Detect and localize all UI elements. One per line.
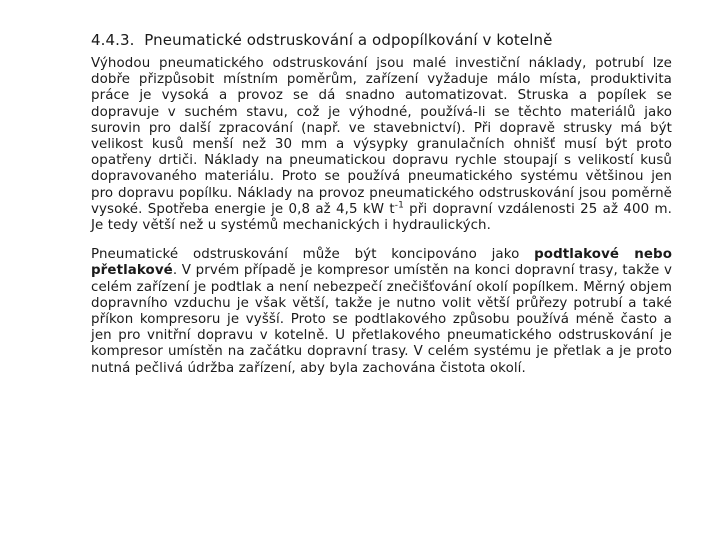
paragraph-1-text-b: při dopravní vzdálenosti 25 až 400 m. Je tedy větší než u systémů mechanických i hydraulických.	[91, 201, 673, 234]
paragraph-2-text-b: . V prvém případě je kompresor umístěn na konci dopravní trasy, takže v celém zařízení je podtlak a není nebezpečí znečišťování okolí popílkem. Měrný objem dopravního vzduchu je však větší, takže je nutno volit větší průřezy potrubí a také příkon kompresoru je vyšší. Proto se podtlakového způsobu používá méně často a jen pro vnitřní dopravu v kotelně. U přetlakového pneumatického odstruskování je kompresor umístěn na začátku dopravní trasy. V celém systému je přetlak a je proto nutná pečlivá údržba zařízení, aby byla zachována čistota okolí.	[91, 263, 672, 376]
section-title: Pneumatické odstruskování a odpopílkování v kotelně	[144, 31, 553, 49]
unit-superscript: -1	[394, 200, 404, 211]
paragraph-2-text-a: Pneumatické odstruskování může být koncipováno jako	[91, 247, 535, 263]
paragraph-concepts	[91, 247, 672, 377]
paragraph-1-text-a: Výhodou pneumatického odstruskování jsou malé investiční náklady, potrubí lze dobře přizpůsobit místním poměrům, zařízení vyžaduje málo místa, produktivita práce je vysoká a provoz se dá snadno automatizovat. Struska a popílek se dopravuje v suchém stavu, což je výhodné, používá-li se těchto materiálů jako surovin pro další zpracování (např. ve stavebnictví). Při dopravě strusky má být velikost kusů menší než 30 mm a výsypky granulačních ohnišť musí být proto opatřeny drtiči. Náklady na pneumatickou dopravu rychle stoupají s velikostí kusů dopravovaného materiálu. Proto se používá pneumatického systému většinou jen pro dopravu popílku. Náklady na provoz pneumatického odstruskování jsou poměrně vysoké. Spotřeba energie je 0,8 až 4,5 kW t	[91, 56, 672, 217]
paragraph-2-bold-term: podtlakové nebo přetlakové	[91, 247, 672, 279]
section-heading	[91, 30, 672, 50]
document-page	[91, 30, 672, 377]
section-number: 4.4.3.	[91, 31, 135, 49]
paragraph-advantages	[91, 56, 672, 234]
